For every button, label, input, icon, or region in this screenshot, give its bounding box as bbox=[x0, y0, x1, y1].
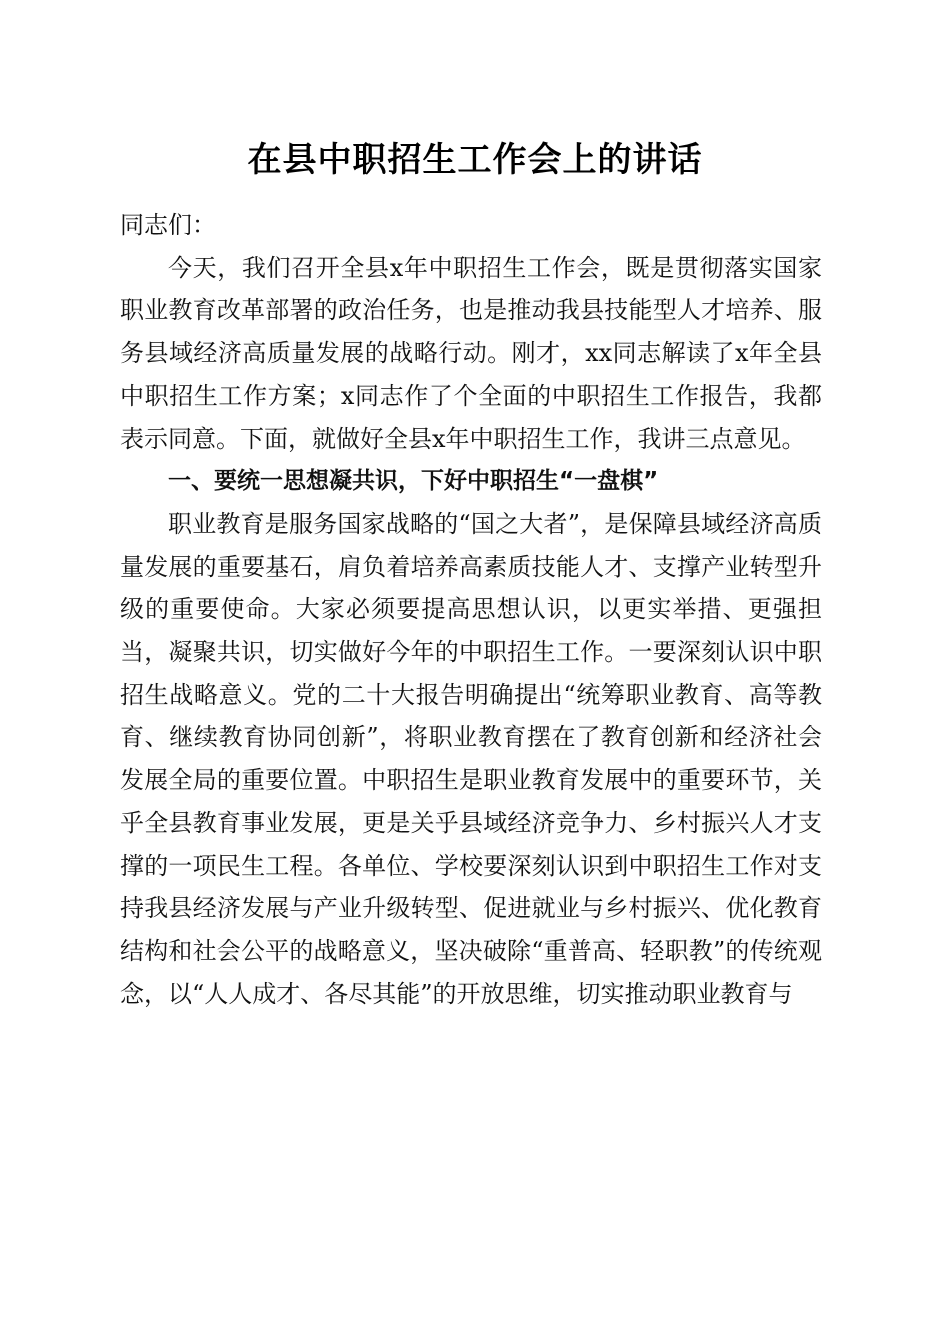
section-heading-1: 一、要统一思想凝共识，下好中职招生“一盘棋” bbox=[168, 468, 659, 495]
intro-paragraph: 今天，我们召开全县x年中职招生工作会，既是贯彻落实国家职业教育改革部署的政治任务，也是推动我县技能型人才培养、服务县域经济高质量发展的战略行动。刚才，xx同志解读了x年全县中职招生工作方案；x同志作了个全面的中职招生工作报告，我都表示同意。下面，就做好全县x年中职招生工作，我讲三点意见。 bbox=[120, 253, 822, 453]
section-1-paragraph: 职业教育是服务国家战略的“国之大者”，是保障县域经济高质量发展的重要基石，肩负着培养高素质技能人才、支撑产业转型升级的重要使命。大家必须要提高思想认识，以更实举措、更强担当，凝聚共识，切实做好今年的中职招生工作。一要深刻认识中职招生战略意义。党的二十大报告明确提出“统筹职业教育、高等教育、继续教育协同创新”，将职业教育摆在了教育创新和经济社会发展全局的重要位置。中职招生是职业教育发展中的重要环节，关乎全县教育事业发展，更是关乎县域经济竞争力、乡村振兴人才支撑的一项民生工程。各单位、学校要深刻认识到中职招生工作对支持我县经济发展与产业升级转型、促进就业与乡村振兴、优化教育结构和社会公平的战略意义，坚决破除“重普高、轻职教”的传统观念，以“人人成才、各尽其能”的开放思维，切实推动职业教育与 bbox=[120, 509, 822, 1008]
document-title: 在县中职招生工作会上的讲话 bbox=[247, 140, 703, 180]
document-body bbox=[120, 204, 822, 1015]
salutation: 同志们： bbox=[120, 211, 216, 239]
